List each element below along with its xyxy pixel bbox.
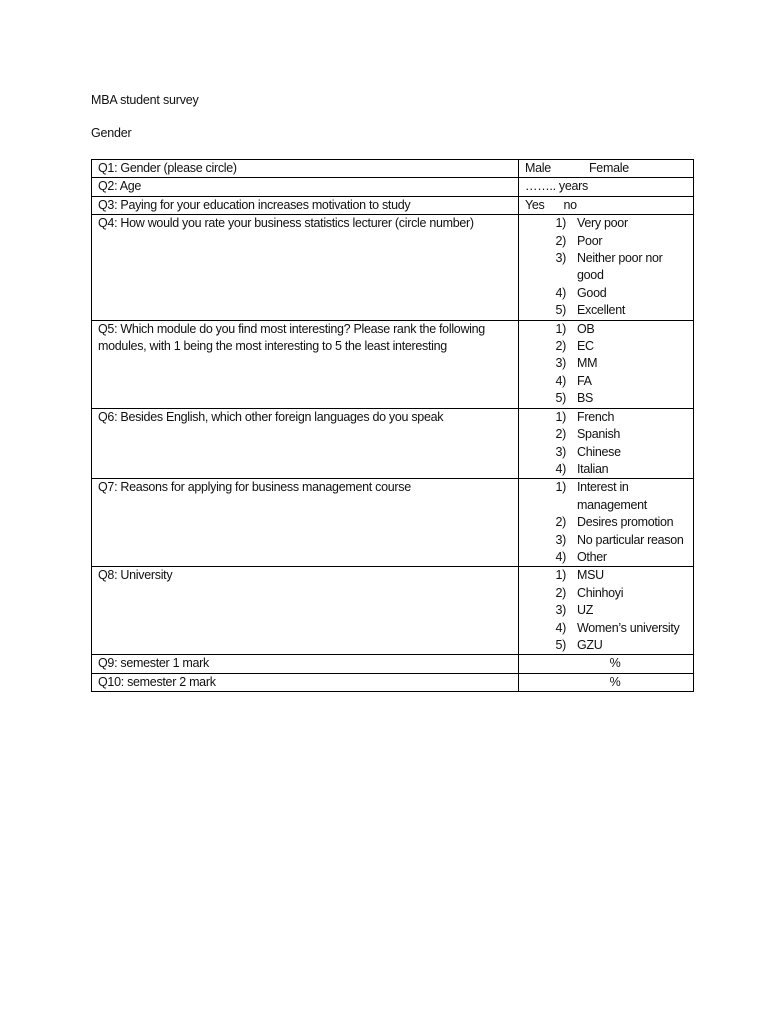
question-text: Q8: University: [92, 567, 519, 655]
answer-option[interactable]: [525, 409, 689, 426]
option-number: 2): [555, 585, 566, 600]
document-title: MBA student survey: [91, 93, 199, 107]
option-label: Women’s university: [577, 620, 680, 635]
option-label: EC: [577, 339, 594, 354]
question-text: Q7: Reasons for applying for business management course: [92, 479, 519, 567]
answer-cell: [519, 673, 694, 691]
survey-row-q7: [92, 479, 694, 567]
answer-options-cell: [519, 408, 694, 479]
answer-option[interactable]: [525, 637, 689, 654]
answer-option[interactable]: [525, 620, 689, 637]
option-number: 5): [555, 303, 566, 318]
survey-row-q6: [92, 408, 694, 479]
answer-option[interactable]: [525, 338, 689, 355]
option-number: 3): [555, 444, 566, 459]
option-number: 3): [555, 603, 566, 618]
option-label: Excellent: [577, 303, 626, 318]
answer-option[interactable]: [525, 250, 689, 285]
option-number: 4): [555, 461, 566, 476]
answer-cell: Male Female: [519, 160, 694, 178]
answer-option[interactable]: [525, 285, 689, 302]
survey-row-q4: [92, 215, 694, 320]
survey-row-q10: [92, 673, 694, 691]
question-text: Q6: Besides English, which other foreign languages do you speak: [92, 408, 519, 479]
answer-options-cell: [519, 215, 694, 320]
answer-option[interactable]: [525, 321, 689, 338]
answer-option[interactable]: [525, 532, 689, 549]
option-number: 3): [555, 532, 566, 547]
answer-option[interactable]: [525, 461, 689, 478]
option-label: Desires promotion: [577, 515, 674, 530]
question-text: Q3: Paying for your education increases motivation to study: [92, 196, 519, 214]
question-text: Q2: Age: [92, 178, 519, 196]
option-label: Good: [577, 285, 607, 300]
survey-table-body: [92, 160, 694, 692]
percent-mark: %: [609, 656, 621, 671]
answer-option[interactable]: [525, 602, 689, 619]
question-text: Q1: Gender (please circle): [92, 160, 519, 178]
option-number: 2): [555, 515, 566, 530]
answer-options-list: [525, 321, 689, 408]
answer-option[interactable]: [525, 479, 689, 514]
option-label: OB: [577, 321, 595, 336]
option-label: GZU: [577, 637, 603, 652]
option-label: Other: [577, 549, 607, 564]
answer-options-cell: [519, 479, 694, 567]
answer-cell: …….. years: [519, 178, 694, 196]
answer-option[interactable]: [525, 302, 689, 319]
answer-option[interactable]: [525, 233, 689, 250]
option-number: 1): [555, 480, 566, 495]
option-number: 4): [555, 549, 566, 564]
option-number: 4): [555, 620, 566, 635]
option-number: 5): [555, 391, 566, 406]
option-label: Neither poor nor good: [577, 251, 663, 283]
answer-option[interactable]: [525, 549, 689, 566]
question-text: Q9: semester 1 mark: [92, 655, 519, 673]
survey-row-q9: [92, 655, 694, 673]
survey-row-q3: [92, 196, 694, 214]
option-label: Chinese: [577, 444, 621, 459]
answer-option[interactable]: [525, 514, 689, 531]
question-text: Q10: semester 2 mark: [92, 673, 519, 691]
option-number: 2): [555, 233, 566, 248]
answer-option[interactable]: [525, 390, 689, 407]
answer-cell: Yes no: [519, 196, 694, 214]
option-number: 4): [555, 373, 566, 388]
option-label: UZ: [577, 603, 594, 618]
option-number: 1): [555, 216, 566, 231]
answer-option[interactable]: [525, 373, 689, 390]
question-text: Q5: Which module do you find most interesting? Please rank the following modules, with 1 being the most interesting to 5 the least interesting: [92, 320, 519, 408]
answer-option[interactable]: [525, 215, 689, 232]
option-number: 3): [555, 356, 566, 371]
option-label: Spanish: [577, 427, 621, 442]
answer-option[interactable]: [525, 355, 689, 372]
option-number: 1): [555, 568, 566, 583]
answer-cell: [519, 655, 694, 673]
option-number: 3): [555, 251, 566, 266]
option-label: Interest in management: [577, 480, 647, 512]
answer-option[interactable]: [525, 444, 689, 461]
option-label: Poor: [577, 233, 603, 248]
option-number: 4): [555, 285, 566, 300]
option-number: 5): [555, 637, 566, 652]
option-number: 2): [555, 427, 566, 442]
answer-options-cell: [519, 320, 694, 408]
answer-options-list: [525, 567, 689, 654]
survey-row-q2: [92, 178, 694, 196]
answer-option[interactable]: [525, 567, 689, 584]
option-label: MM: [577, 356, 598, 371]
option-label: Italian: [577, 461, 609, 476]
answer-options-list: [525, 215, 689, 319]
answer-option[interactable]: [525, 426, 689, 443]
option-label: Very poor: [577, 216, 628, 231]
option-label: No particular reason: [577, 532, 684, 547]
survey-row-q8: [92, 567, 694, 655]
answer-options-list: [525, 479, 689, 566]
survey-row-q5: [92, 320, 694, 408]
option-label: Chinhoyi: [577, 585, 624, 600]
percent-mark: %: [609, 674, 621, 689]
answer-options-cell: [519, 567, 694, 655]
survey-table: [91, 159, 694, 692]
document-subtitle: Gender: [91, 126, 132, 140]
option-number: 1): [555, 321, 566, 336]
option-label: French: [577, 409, 615, 424]
option-label: MSU: [577, 568, 604, 583]
survey-row-q1: [92, 160, 694, 178]
option-number: 1): [555, 409, 566, 424]
question-text: Q4: How would you rate your business statistics lecturer (circle number): [92, 215, 519, 320]
answer-options-list: [525, 409, 689, 479]
option-label: BS: [577, 391, 594, 406]
option-number: 2): [555, 339, 566, 354]
answer-option[interactable]: [525, 585, 689, 602]
option-label: FA: [577, 373, 592, 388]
